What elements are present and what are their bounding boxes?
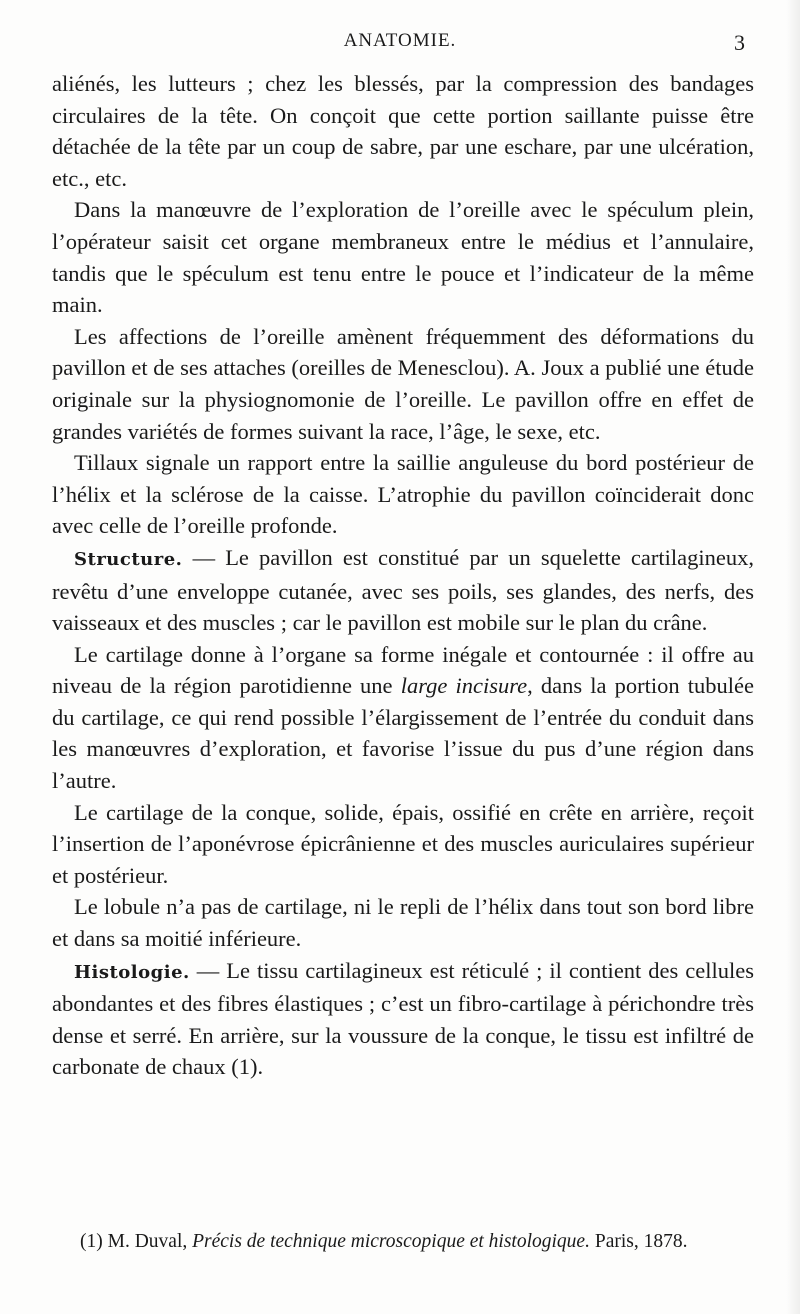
paragraph-text: Le cartilage de la conque, solide, épais, ossifié en crête en arrière, reçoit l’insertion de l’aponévrose épicrânienne et des muscles auriculaires supérieur et postérieur. [52, 799, 754, 888]
paragraph-tillaux [52, 447, 754, 542]
paragraph-text: , dans la portion tubulée du cartilage, ce qui rend possible l’élargissement de l’entrée du conduit dans les manœuvres d’exploration, et favorise l’issue du pus d’une région dans l’autre. [52, 673, 755, 794]
paragraph-cartilage [52, 639, 754, 797]
paragraph-structure [52, 542, 754, 639]
section-heading-histologie: Histologie. [74, 961, 190, 983]
paragraph-histologie [52, 955, 754, 1083]
paragraph-text: aliénés, les lutteurs ; chez les blessés, par la compression des bandages circulaires de la tête. On conçoit que cette portion saillante puisse être détachée de la tête par un coup de sabre, par une eschare, par une ulcération, etc., etc. [52, 71, 754, 191]
page-header [55, 30, 745, 66]
paragraph-lobule [52, 891, 754, 954]
italic-term: large incisure [400, 673, 528, 699]
paragraph-text: Tillaux signale un rapport entre la saillie anguleuse du bord postérieur de l’hélix et la sclérose de la caisse. L’atrophie du pavillon coïnciderait donc avec celle de l’oreille profonde. [52, 450, 754, 539]
footnote-title: Précis de technique microscopique et histologique. [192, 1231, 590, 1252]
footnote [60, 1228, 754, 1256]
footnote-place-date: Paris, 1878. [589, 1231, 688, 1252]
paragraph-text: Le cartilage donne à l’organe sa forme inégale et contournée : il offre au niveau de la région parotidienne une [52, 641, 754, 699]
paragraph-speculum [52, 194, 754, 320]
paragraph-deformations [52, 321, 754, 447]
paragraph-text: Le lobule n’a pas de cartilage, ni le repli de l’hélix dans tout son bord libre et dans sa moitié inférieure. [52, 894, 754, 952]
running-title: ANATOMIE. [343, 30, 457, 51]
page-edge-shadow [786, 0, 800, 1314]
paragraph-continuation [52, 68, 754, 194]
paragraph-text: — Le tissu cartilagineux est réticulé ; il contient des cellules abondantes et des fibres élastiques ; c’est un fibro-cartilage à périchondre très dense et serré. En arrière, sur la voussure de la conque, le tissu est infiltré de carbonate de chaux (1). [52, 957, 754, 1080]
body-text [52, 68, 754, 1083]
paragraph-conque [52, 797, 754, 892]
footnote-text [60, 1228, 754, 1256]
paragraph-text: — Le pavillon est constitué par un squelette cartilagineux, revêtu d’une enveloppe cutanée, avec ses poils, ses glandes, des nerfs, des vaisseaux et des muscles ; car le pavillon est mobile sur le plan du crâne. [52, 544, 754, 636]
section-heading-structure: Structure. [74, 548, 183, 570]
page-number: 3 [734, 30, 745, 55]
paragraph-text: Les affections de l’oreille amènent fréquemment des déformations du pavillon et de ses attaches (oreilles de Menesclou). A. Joux a publié une étude originale sur la physiognomonie de l’oreille. Le pavillon offre en effet de grandes variétés de formes suivant la race, l’âge, le sexe, etc. [52, 323, 754, 444]
paragraph-text: Dans la manœuvre de l’exploration de l’oreille avec le spéculum plein, l’opérateur saisit cet organe membraneux entre le médius et l’annulaire, tandis que le spéculum est tenu entre le pouce et l’indicateur de la même main. [52, 197, 754, 318]
footnote-marker: (1) M. Duval, [80, 1231, 193, 1252]
